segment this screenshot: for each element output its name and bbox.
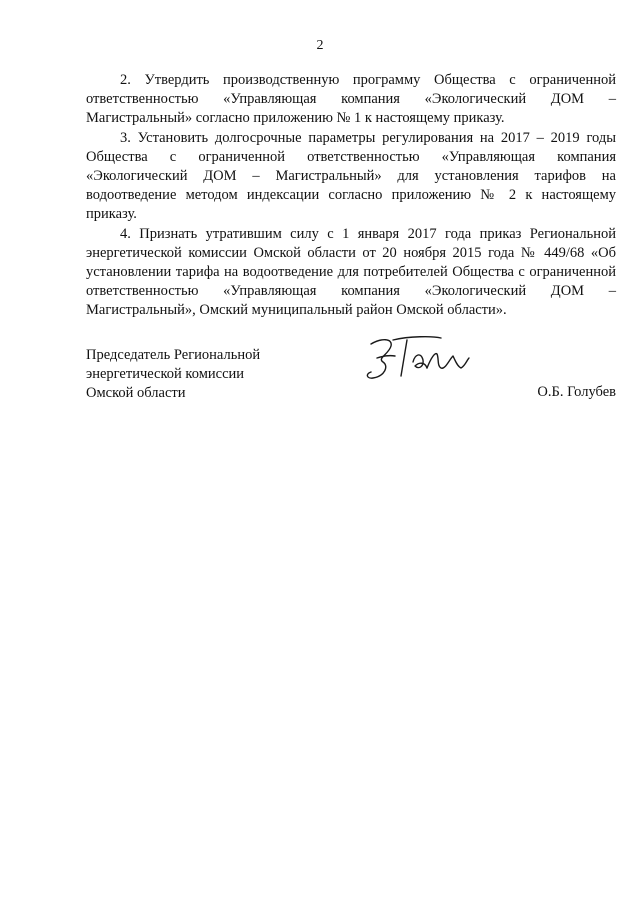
signatory-title-line: Председатель Региональной — [86, 347, 261, 363]
paragraph-4: 4. Признать утратившим силу с 1 января 2017 года приказ Региональной энергетической комиссии Омской области от 20 ноября 2015 года № 449/68 «Об установлении тарифа на водоотведение для потребителей Общества с ограниченной ответственностью «Управляющая компания «Экологический ДОМ – Магистральный», Омский муниципальный район Омской области». — [86, 225, 616, 319]
signatory-title-line: энергетической комиссии — [86, 366, 245, 382]
signature-block — [86, 346, 616, 406]
signatory-name: О.Б. Голубев — [537, 384, 616, 400]
handwritten-signature — [363, 332, 473, 384]
signatory-title-line: Омской области — [86, 385, 186, 401]
page-number: 2 — [316, 38, 324, 53]
paragraph-2: 2. Утвердить производственную программу Общества с ограниченной ответственностью «Управляющая компания «Экологический ДОМ – Магистральный» согласно приложению № 1 к настоящему приказу. — [86, 72, 616, 127]
paragraph-3: 3. Установить долгосрочные параметры регулирования на 2017 – 2019 годы Общества с ограниченной ответственностью «Управляющая компания «Экологический ДОМ – Магистральный» для установления тарифов на водоотведение методом индексации согласно приложению № 2 к настоящему приказу. — [86, 129, 616, 223]
document-body — [86, 71, 616, 321]
